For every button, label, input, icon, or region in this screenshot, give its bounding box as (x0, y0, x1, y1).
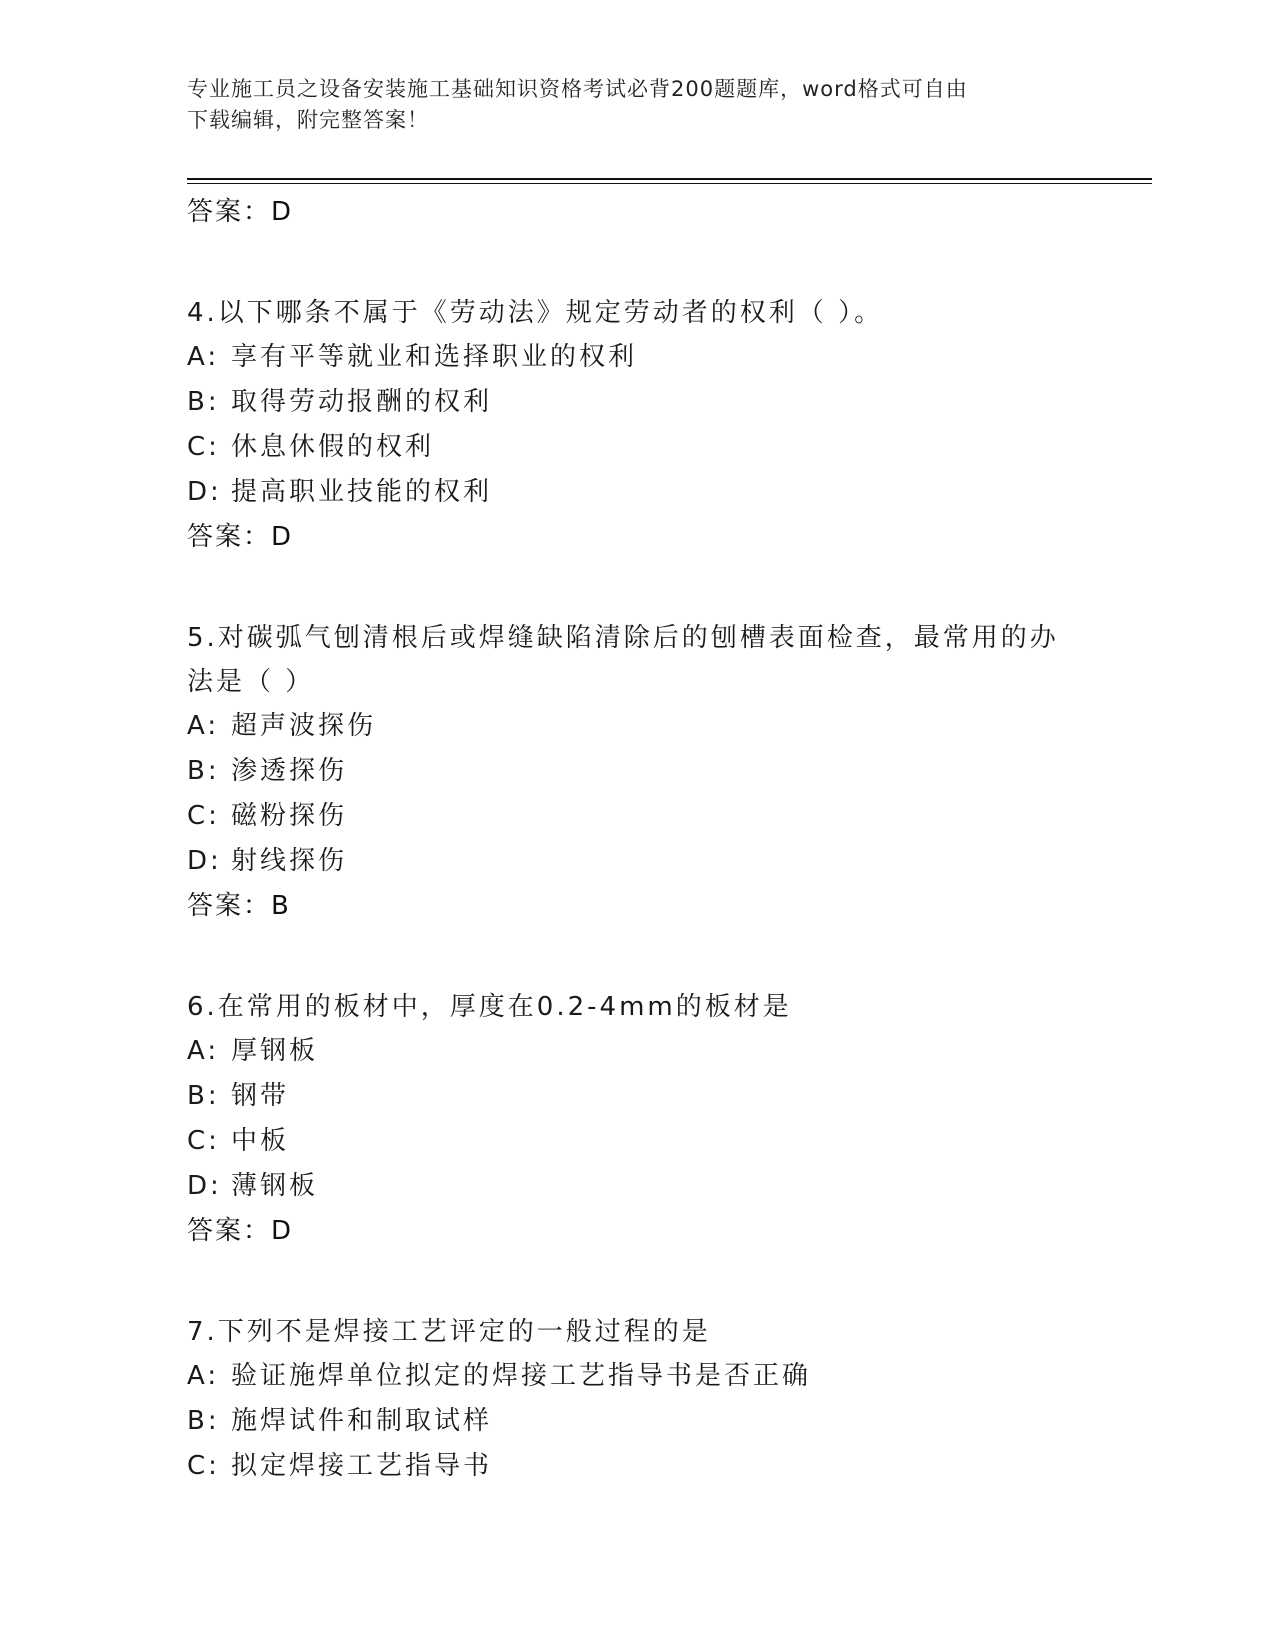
option-text: 磁粉探伤 (231, 801, 348, 831)
option-key: A: (187, 1036, 220, 1066)
option-c (187, 425, 1067, 470)
option-a (187, 704, 1067, 749)
option-key: D: (187, 846, 222, 876)
header-line-2: 下载编辑，附完整答案！ (187, 108, 429, 132)
answer-previous (187, 190, 1067, 234)
option-text: 中板 (231, 1126, 290, 1156)
question-stem: 7.下列不是焊接工艺评定的一般过程的是 (187, 1317, 711, 1347)
answer-label: 答案： (187, 1216, 272, 1246)
question-list (187, 190, 1067, 1489)
question-5 (187, 616, 1067, 928)
option-b (187, 380, 1067, 425)
question-6 (187, 985, 1067, 1253)
option-a (187, 1354, 1067, 1399)
answer-label: 答案： (187, 522, 272, 552)
option-d (187, 839, 1067, 884)
option-c (187, 1119, 1067, 1164)
answer (187, 1209, 1067, 1253)
option-key: B: (187, 1406, 220, 1436)
option-text: 验证施焊单位拟定的焊接工艺指导书是否正确 (231, 1361, 812, 1391)
option-d (187, 470, 1067, 515)
answer-value: D (271, 197, 292, 227)
option-key: C: (187, 1451, 220, 1481)
option-key: D: (187, 1171, 222, 1201)
option-text: 射线探伤 (231, 846, 348, 876)
option-text: 享有平等就业和选择职业的权利 (231, 342, 638, 372)
header-line-1: 专业施工员之设备安装施工基础知识资格考试必背200题题库，word格式可自由 (187, 77, 968, 101)
option-b (187, 1399, 1067, 1444)
option-key: A: (187, 1361, 220, 1391)
option-key: B: (187, 756, 220, 786)
answer-value: B (271, 891, 289, 921)
option-text: 钢带 (231, 1081, 290, 1111)
question-7 (187, 1310, 1067, 1489)
answer-label: 答案： (187, 891, 272, 921)
answer-label: 答案： (187, 197, 272, 227)
question-4 (187, 291, 1067, 559)
option-text: 渗透探伤 (231, 756, 348, 786)
option-text: 施焊试件和制取试样 (231, 1406, 493, 1436)
option-d (187, 1164, 1067, 1209)
option-key: A: (187, 711, 220, 741)
option-key: B: (187, 1081, 220, 1111)
option-b (187, 1074, 1067, 1119)
option-text: 厚钢板 (231, 1036, 319, 1066)
question-stem: 6.在常用的板材中，厚度在0.2-4mm的板材是 (187, 992, 792, 1022)
option-b (187, 749, 1067, 794)
answer-value: D (271, 522, 292, 552)
option-key: A: (187, 342, 220, 372)
option-a (187, 1029, 1067, 1074)
option-key: C: (187, 432, 220, 462)
header-divider-thick (187, 178, 1152, 180)
document-header (187, 74, 1067, 136)
option-text: 拟定焊接工艺指导书 (231, 1451, 493, 1481)
answer (187, 884, 1067, 928)
question-stem: 4.以下哪条不属于《劳动法》规定劳动者的权利（ ）。 (187, 298, 884, 328)
header-divider-thin (187, 183, 1152, 184)
option-key: C: (187, 801, 220, 831)
answer-value: D (271, 1216, 292, 1246)
question-stem: 5.对碳弧气刨清根后或焊缝缺陷清除后的刨槽表面检查，最常用的办法是（ ） (187, 623, 1059, 697)
option-key: C: (187, 1126, 220, 1156)
option-key: D: (187, 477, 222, 507)
answer (187, 515, 1067, 559)
option-text: 休息休假的权利 (231, 432, 435, 462)
option-c (187, 1444, 1067, 1489)
option-text: 提高职业技能的权利 (231, 477, 493, 507)
option-text: 取得劳动报酬的权利 (231, 387, 493, 417)
option-a (187, 335, 1067, 380)
option-text: 超声波探伤 (231, 711, 377, 741)
option-key: B: (187, 387, 220, 417)
option-text: 薄钢板 (231, 1171, 319, 1201)
option-c (187, 794, 1067, 839)
